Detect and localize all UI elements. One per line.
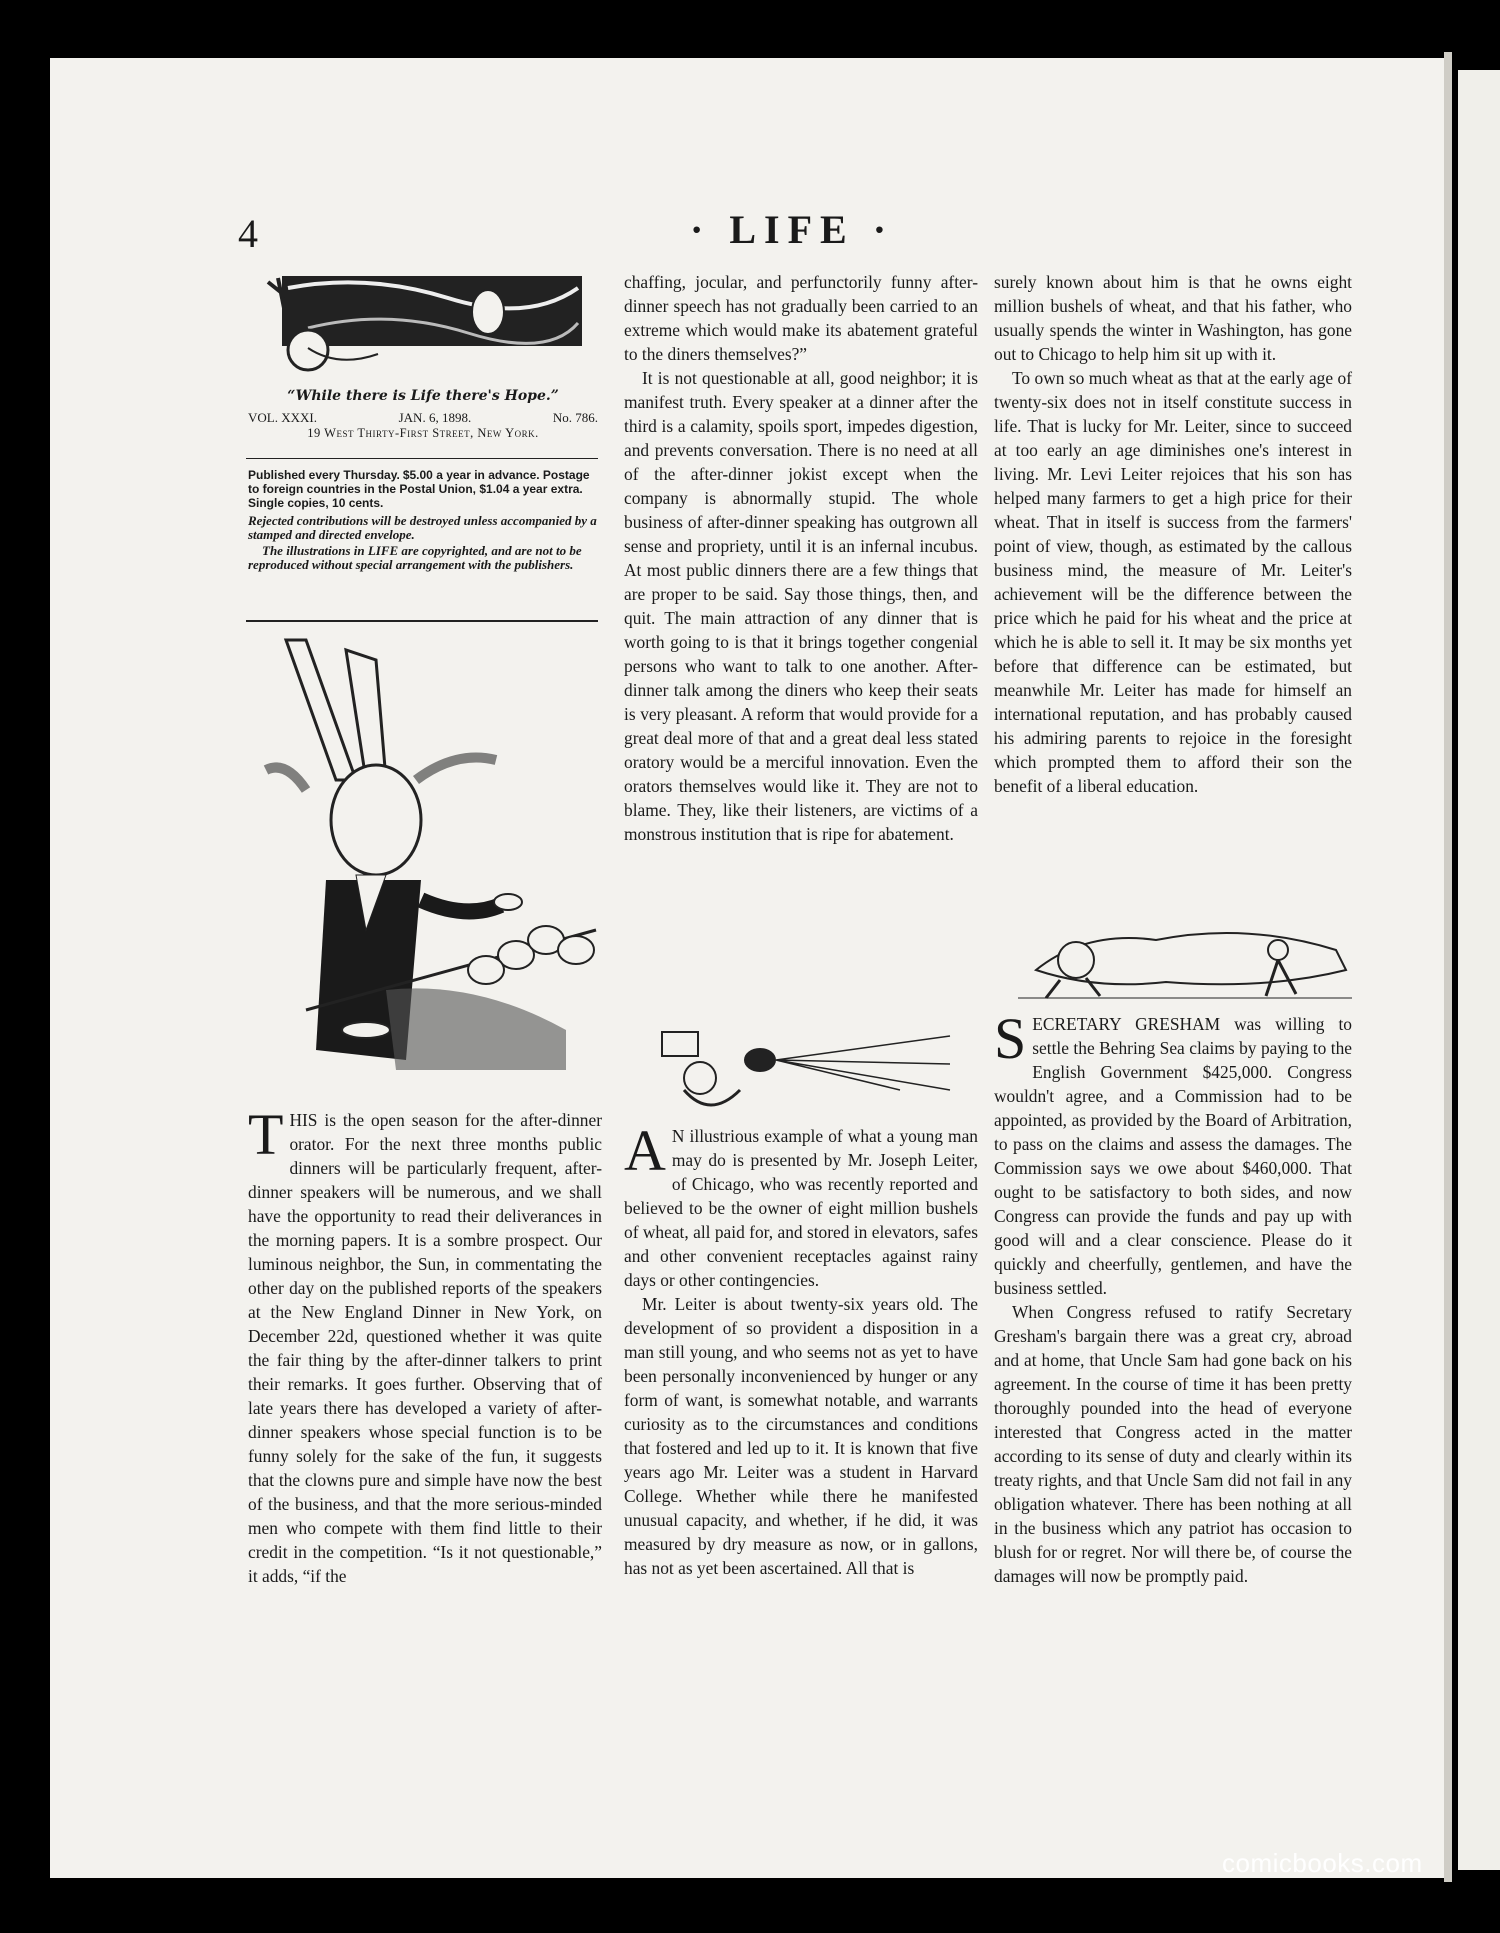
- publication-notices: [248, 468, 604, 572]
- monkey-lamp-illustration: [660, 1030, 960, 1120]
- paragraph: Mr. Leiter is about twenty-six years old. The development of so provident a disposition in a man still young, and who seems not as yet to have been personally inconvenienced by hunger or any form of want, is somewhat notable, and warrants curiosity as to the circumstances and conditions that fostered and led up to it. It is known that five years ago Mr. Leiter was a student in Harvard College. Whether while there he manifested unusual capacity, and whether, if he did, it was measured by dry measure as now, or in gallons, has not as yet been ascertained. All that is: [624, 1294, 978, 1578]
- masthead-info: [248, 388, 598, 441]
- column-1: [248, 1102, 602, 1588]
- column-3: [994, 270, 1352, 798]
- next-page-edge: [1458, 70, 1500, 1870]
- column-2: [624, 270, 978, 846]
- watermark-credit: comicbooks.com: [1222, 1848, 1423, 1878]
- article-joseph-leiter: N illustrious example of what a young man may do is presented by Mr. Joseph Leiter, of Chicago, who was recently reported and believed to be the owner of eight million bushels of wheat, all paid for, and stored in elevators, safes and other convenient receptacles against rainy days or other contingencies.: [624, 1126, 978, 1290]
- subscription-label: Published every Thursday.: [248, 468, 400, 482]
- rabbit-orator-illustration: [246, 630, 602, 1090]
- dropcap: T: [248, 1102, 284, 1167]
- column-2-lower: [624, 1118, 978, 1580]
- chase-illustration: [1016, 920, 1356, 1000]
- paragraph: To own so much wheat as that at the early age of twenty-six does not in itself constitute success in life. That is lucky for Mr. Leiter, since to succeed at too early an age diminishes one's interest in living. Mr. Levi Leiter rejoices that his son has helped many farmers to get a high price for their wheat. That in itself is success from the farmers' point of view, though, as estimated by the callous business mind, the measure of Mr. Leiter's achievement will be the difference between the price which he paid for his wheat and the price at which he is able to sell it. It may be six months yet before that difference can be estimated, but meanwhile Mr. Leiter has made for himself an international reputation, and has probably caused his admiring parents to rejoice in the foresight which prompted them to afford their son the benefit of a liberal education.: [994, 368, 1352, 796]
- issue-number: No. 786.: [552, 410, 598, 425]
- paragraph: It is not questionable at all, good neighbor; it is manifest truth. Every speaker at a dinner after the third is a calamity, spoils sport, impedes digestion, and prevents conversation. There is no need at all of the after-dinner jokist except when the company is abnormally stupid. The whole business of after-dinner speaking has outgrown all sense and propriety, until it is an infernal incubus. At most public dinners there are a few things that are proper to be said. Say those things, then, and quit. The main attraction of any dinner that is worth going to is that it brings together congenial persons who want to talk to one another. After-dinner talk among the diners who keep their seats is very pleasant. A reform that would provide for a great deal more of that and a great deal less stated oratory would be a merciful innovation. Even the orators themselves would like it. They are not to blame. They, like their listeners, are victims of a monstrous institution that is ripe for abatement.: [624, 368, 978, 844]
- issue-date: JAN. 6, 1898.: [398, 410, 472, 425]
- masthead-banner-illustration: [248, 268, 596, 378]
- volume-line: [248, 410, 598, 426]
- rejected-contributions-notice: Rejected contributions will be destroyed unless accompanied by a stamped and directed envelope.: [248, 513, 597, 542]
- page-number: 4: [238, 211, 258, 256]
- subscription-text: $5.00 a year in advance. Postage to foreign countries in the Postal Union, $1.04 a year extra. Single copies, 10 cents.: [248, 468, 590, 510]
- column-3-lower: [994, 1006, 1352, 1588]
- subscription-notice: [248, 468, 604, 510]
- masthead-title: · LIFE ·: [690, 207, 895, 252]
- paragraph: chaffing, jocular, and perfunctorily funny after-dinner speech has not gradually been carried to an extreme which would make its abatement grateful to the diners themselves?”: [624, 272, 978, 364]
- publisher-address: 19 West Thirty-First Street, New York.: [307, 426, 539, 440]
- copyright-notice: The illustrations in LIFE are copyrighted, and are not to be reproduced without special arrangement with the publishers.: [248, 543, 582, 572]
- article-after-dinner-orator: HIS is the open season for the after-dinner orator. For the next three months public dinners will be particularly frequent, after-dinner speakers will be numerous, and we shall have the opportunity to read their deliverances in the morning papers. It is a sombre prospect. Our luminous neighbor, the Sun, in commentating the other day on the published reports of the speakers at the New England Dinner in New York, on December 22d, questioned whether it was quite the fair thing by the after-dinner talkers to print their remarks. It goes further. Observing that of late years there has developed a variety of after-dinner speakers whose special function is to be funny solely for the sake of the fun, it suggests that the clowns pure and simple have now the best of the business, and that the more serious-minded men who compete with them find little to their credit in the competition. “Is it not questionable,” it adds, “if the: [248, 1110, 602, 1586]
- paragraph: When Congress refused to ratify Secretary Gresham's bargain there was a great cry, abroad and at home, that Uncle Sam had gone back on his agreement. In the course of time it has been pretty thoroughly pounded into the head of everyone interested that Congress acted in the matter according to its sense of duty and clearly within its treaty rights, and that Uncle Sam did not fail in any obligation whatever. There has been nothing at all in the business which any patriot has occasion to blush for or regret. Nor will there be, of course the damages will now be promptly paid.: [994, 1302, 1352, 1586]
- paragraph: surely known about him is that he owns eight million bushels of wheat, and that his father, who usually spends the winter in Washington, has gone out to Chicago to help him sit up with it.: [994, 272, 1352, 364]
- motto: “While there is Life there's Hope.”: [287, 388, 559, 404]
- divider: [246, 458, 598, 459]
- page-spine: [1444, 52, 1452, 1882]
- dropcap: S: [994, 1006, 1027, 1071]
- volume: VOL. XXXI.: [248, 410, 317, 425]
- divider: [246, 620, 598, 622]
- dropcap: A: [624, 1118, 666, 1183]
- article-secretary-gresham: ECRETARY GRESHAM was willing to settle the Behring Sea claims by paying to the English Government $425,000. Congress wouldn't agree, and a Commission had to be appointed, as provided by the Board of Arbitration, to pass on the claims and assess the damages. The Commission says we owe about $460,000. That ought to be satisfactory to both sides, and now Congress can provide the funds and pay up with good will and a clear conscience. Please do it quickly and cheerfully, gentlemen, and have the business settled.: [994, 1014, 1352, 1298]
